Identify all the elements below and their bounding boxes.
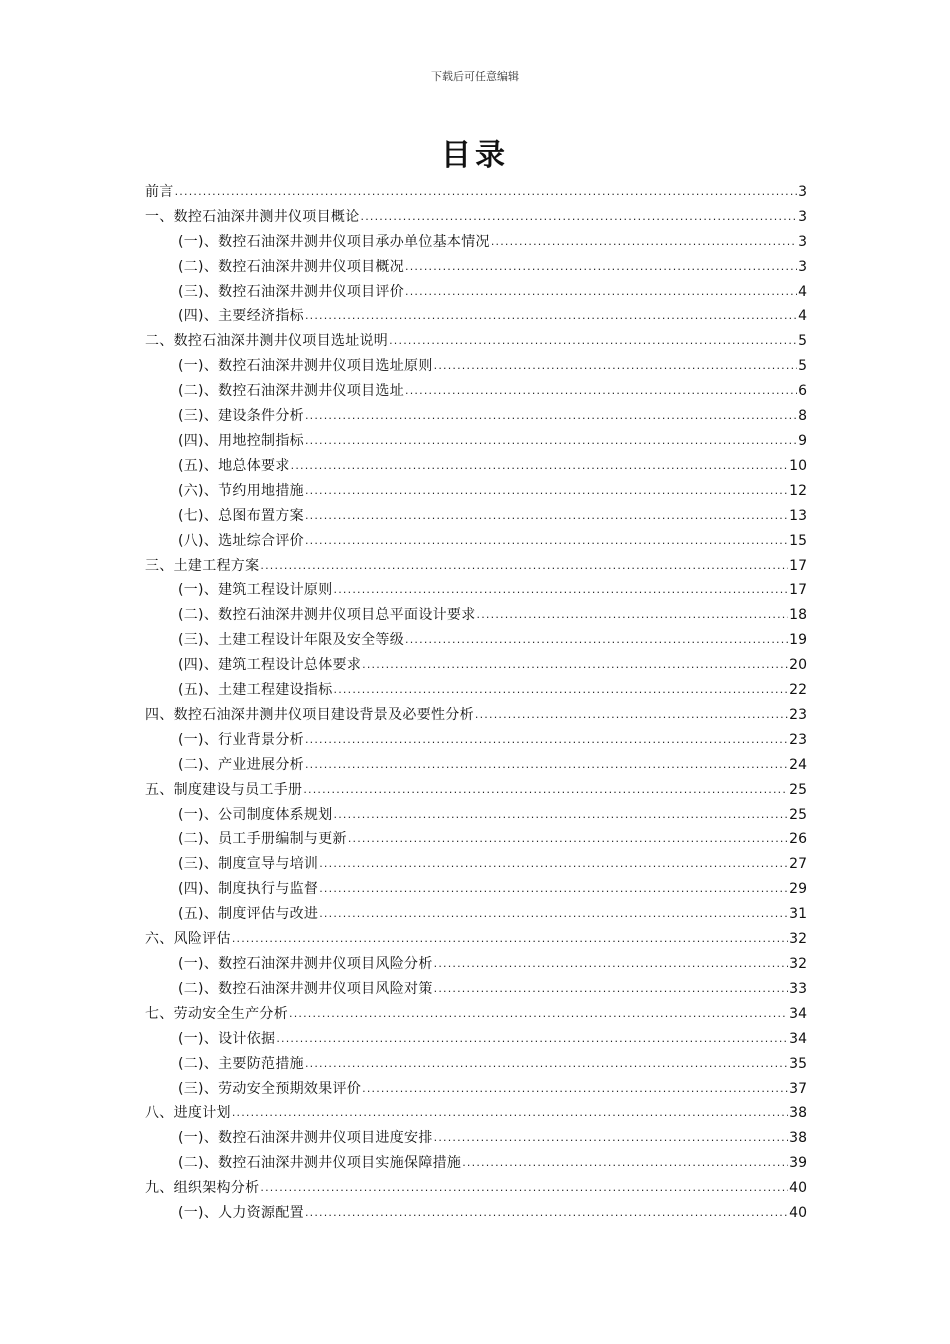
toc-dot-leader	[232, 1104, 788, 1122]
toc-subentry[interactable]	[145, 824, 807, 849]
toc-dot-leader	[475, 706, 788, 724]
toc-dot-leader	[319, 855, 788, 873]
toc-dot-leader	[334, 806, 789, 824]
toc-entry[interactable]	[145, 774, 807, 799]
toc-subentry[interactable]	[145, 575, 807, 600]
toc-dot-leader	[305, 407, 797, 425]
toc-dot-leader	[305, 307, 797, 325]
toc-entry-label: 四、数控石油深井测井仪项目建设背景及必要性分析	[145, 706, 474, 723]
toc-page-number: 12	[789, 482, 807, 499]
toc-entry-label: (五)、地总体要求	[178, 457, 290, 474]
toc-subentry[interactable]	[145, 425, 807, 450]
toc-dot-leader	[491, 233, 797, 251]
toc-entry-label: (二)、数控石油深井测井仪项目实施保障措施	[178, 1155, 462, 1172]
toc-subentry[interactable]	[145, 674, 807, 699]
toc-entry-label: (一)、数控石油深井测井仪项目选址原则	[178, 358, 433, 375]
toc-entry-label: 六、风险评估	[145, 931, 231, 948]
toc-entry-label: 二、数控石油深井测井仪项目选址说明	[145, 333, 389, 350]
toc-dot-leader	[303, 781, 788, 799]
toc-page-number: 34	[789, 1030, 807, 1047]
toc-entry-label: (二)、主要防范措施	[178, 1055, 304, 1072]
toc-page-number: 22	[789, 682, 807, 699]
toc-dot-leader	[477, 606, 789, 624]
toc-dot-leader	[305, 1055, 788, 1073]
toc-entry-label: (四)、主要经济指标	[178, 308, 304, 325]
toc-entry-label: (二)、产业进展分析	[178, 756, 304, 773]
toc-entry-label: (二)、员工手册编制与更新	[178, 831, 347, 848]
toc-page-number: 32	[789, 956, 807, 972]
toc-page-number: 40	[789, 1205, 807, 1222]
toc-entry-label: 三、土建工程方案	[145, 557, 260, 574]
header-note: 下载后可任意编辑	[431, 70, 519, 83]
toc-page-number: 26	[789, 831, 807, 848]
toc-entry-label: (一)、人力资源配置	[178, 1205, 304, 1222]
toc-page-number: 39	[789, 1155, 807, 1172]
toc-page-number: 31	[789, 906, 807, 923]
toc-dot-leader	[276, 1030, 788, 1048]
toc-subentry[interactable]	[145, 749, 807, 774]
toc-entry-label: (八)、选址综合评价	[178, 532, 304, 549]
toc-entry-label: (六)、节约用地措施	[178, 482, 304, 499]
toc-page-number: 27	[789, 856, 807, 873]
toc-entry-label: (四)、建筑工程设计总体要求	[178, 657, 362, 674]
toc-page-number: 34	[789, 1005, 807, 1022]
toc-page-number: 3	[798, 258, 807, 275]
toc-entry-label: (五)、土建工程建设指标	[178, 682, 333, 699]
page-title: 目录	[441, 138, 509, 173]
toc-page-number: 18	[789, 607, 807, 624]
toc-entry-label: (一)、建筑工程设计原则	[178, 582, 333, 599]
toc-entry-label: (三)、劳动安全预期效果评价	[178, 1080, 362, 1097]
toc-dot-leader	[361, 208, 798, 226]
toc-subentry[interactable]	[145, 1023, 807, 1048]
toc-dot-leader	[389, 332, 797, 350]
toc-dot-leader	[362, 656, 788, 674]
toc-page-number: 33	[789, 980, 807, 997]
toc-page-number: 38	[789, 1130, 807, 1147]
toc-subentry[interactable]	[145, 649, 807, 674]
toc-page-number: 25	[789, 781, 807, 798]
toc-dot-leader	[434, 1129, 789, 1147]
toc-entry-label: (四)、制度执行与监督	[178, 881, 319, 898]
toc-subentry[interactable]	[145, 1073, 807, 1098]
toc-subentry[interactable]	[145, 1197, 807, 1222]
toc-page-number: 8	[798, 408, 807, 425]
toc-entry-label: (七)、总图布置方案	[178, 507, 304, 524]
toc-dot-leader	[291, 457, 789, 475]
toc-page-number: 3	[798, 183, 807, 200]
toc-dot-leader	[305, 507, 788, 525]
toc-entry-label: (一)、行业背景分析	[178, 731, 304, 748]
toc-entry-label: 一、数控石油深井测井仪项目概论	[145, 208, 360, 225]
toc-entry-label: (三)、数控石油深井测井仪项目评价	[178, 283, 405, 300]
toc-page-number: 19	[789, 632, 807, 649]
toc-subentry[interactable]	[145, 799, 807, 824]
toc-subentry[interactable]	[145, 1147, 807, 1172]
toc-dot-leader	[462, 1154, 788, 1172]
toc-entry-label: (二)、数控石油深井测井仪项目选址	[178, 383, 405, 400]
toc-page-number: 5	[798, 333, 807, 350]
toc-page-number: 3	[798, 233, 807, 250]
toc-page-number: 24	[789, 756, 807, 773]
toc-subentry[interactable]	[145, 226, 807, 251]
toc-dot-leader	[175, 183, 797, 201]
toc-subentry[interactable]	[145, 375, 807, 400]
toc-entry[interactable]	[145, 1172, 807, 1197]
toc-entry-label: (一)、数控石油深井测井仪项目进度安排	[178, 1130, 433, 1147]
toc-subentry[interactable]	[145, 873, 807, 898]
toc-dot-leader	[305, 1204, 788, 1222]
toc-dot-leader	[348, 830, 788, 848]
toc-page-number: 25	[789, 806, 807, 823]
toc-subentry[interactable]	[145, 624, 807, 649]
toc-subentry[interactable]	[145, 948, 807, 973]
toc-entry[interactable]	[145, 923, 807, 948]
toc-page-number: 6	[798, 383, 807, 400]
toc-page-number: 20	[789, 657, 807, 674]
toc-dot-leader	[232, 930, 788, 948]
toc-subentry[interactable]	[145, 525, 807, 550]
toc-subentry[interactable]	[145, 400, 807, 425]
toc-subentry[interactable]	[145, 350, 807, 375]
toc-page-number: 40	[789, 1180, 807, 1197]
toc-dot-leader	[405, 631, 788, 649]
toc-entry-label: (三)、土建工程设计年限及安全等级	[178, 632, 405, 649]
toc-entry-label: (一)、数控石油深井测井仪项目风险分析	[178, 956, 433, 972]
table-of-contents	[145, 176, 807, 1222]
toc-entry-label: (一)、公司制度体系规划	[178, 806, 333, 823]
toc-entry-label: 五、制度建设与员工手册	[145, 781, 303, 798]
toc-dot-leader	[305, 532, 788, 550]
toc-dot-leader	[334, 581, 789, 599]
toc-page-number: 29	[789, 881, 807, 898]
toc-page-number: 4	[798, 308, 807, 325]
toc-entry-label: (一)、设计依据	[178, 1030, 276, 1047]
toc-subentry[interactable]	[145, 301, 807, 326]
toc-entry-label: (三)、制度宣导与培训	[178, 856, 319, 873]
toc-dot-leader	[305, 432, 797, 450]
toc-entry-label: 八、进度计划	[145, 1105, 231, 1122]
toc-dot-leader	[405, 382, 797, 400]
toc-subentry[interactable]	[145, 1048, 807, 1073]
toc-subentry[interactable]	[145, 898, 807, 923]
toc-subentry[interactable]	[145, 500, 807, 525]
toc-page-number: 38	[789, 1105, 807, 1122]
toc-entry-label: 前言	[145, 183, 174, 200]
toc-dot-leader	[305, 756, 788, 774]
toc-subentry[interactable]	[145, 450, 807, 475]
toc-entry-label: (三)、建设条件分析	[178, 408, 304, 425]
toc-page-number: 3	[798, 208, 807, 225]
toc-page-number: 32	[789, 931, 807, 948]
toc-page-number: 13	[789, 507, 807, 524]
toc-dot-leader	[405, 283, 797, 301]
toc-entry-label: (二)、数控石油深井测井仪项目风险对策	[178, 980, 433, 997]
toc-subentry[interactable]	[145, 276, 807, 301]
toc-page-number: 15	[789, 532, 807, 549]
toc-entry-label: (二)、数控石油深井测井仪项目概况	[178, 258, 405, 275]
toc-entry[interactable]	[145, 325, 807, 350]
toc-dot-leader	[434, 980, 789, 998]
toc-entry-label: 七、劳动安全生产分析	[145, 1005, 288, 1022]
toc-entry[interactable]	[145, 201, 807, 226]
toc-page-number: 4	[798, 283, 807, 300]
toc-dot-leader	[434, 955, 789, 973]
toc-page-number: 35	[789, 1055, 807, 1072]
toc-page-number: 17	[789, 582, 807, 599]
toc-page-number: 17	[789, 557, 807, 574]
toc-entry-label: (二)、数控石油深井测井仪项目总平面设计要求	[178, 607, 476, 624]
toc-page-number: 23	[789, 731, 807, 748]
toc-entry-label: 九、组织架构分析	[145, 1180, 260, 1197]
toc-dot-leader	[260, 1179, 788, 1197]
toc-page-number: 37	[789, 1080, 807, 1097]
toc-entry-label: (五)、制度评估与改进	[178, 906, 319, 923]
toc-dot-leader	[362, 1080, 788, 1098]
toc-entry[interactable]	[145, 176, 807, 201]
toc-page-number: 9	[798, 432, 807, 449]
toc-subentry[interactable]	[145, 724, 807, 749]
toc-dot-leader	[434, 357, 797, 375]
toc-subentry[interactable]	[145, 475, 807, 500]
toc-page-number: 5	[798, 358, 807, 375]
toc-entry[interactable]	[145, 550, 807, 575]
toc-subentry[interactable]	[145, 599, 807, 624]
toc-dot-leader	[305, 731, 788, 749]
toc-dot-leader	[260, 557, 788, 575]
toc-dot-leader	[319, 905, 788, 923]
toc-dot-leader	[305, 482, 788, 500]
toc-subentry[interactable]	[145, 973, 807, 998]
toc-entry[interactable]	[145, 699, 807, 724]
toc-dot-leader	[289, 1005, 788, 1023]
toc-subentry[interactable]	[145, 251, 807, 276]
toc-subentry[interactable]	[145, 848, 807, 873]
toc-dot-leader	[319, 880, 788, 898]
toc-entry-label: (一)、数控石油深井测井仪项目承办单位基本情况	[178, 233, 490, 250]
toc-dot-leader	[405, 258, 797, 276]
toc-entry[interactable]	[145, 998, 807, 1023]
toc-dot-leader	[334, 681, 789, 699]
toc-subentry[interactable]	[145, 1122, 807, 1147]
toc-page-number: 23	[789, 706, 807, 723]
toc-page-number: 10	[789, 457, 807, 474]
toc-entry[interactable]	[145, 1098, 807, 1123]
toc-entry-label: (四)、用地控制指标	[178, 432, 304, 449]
